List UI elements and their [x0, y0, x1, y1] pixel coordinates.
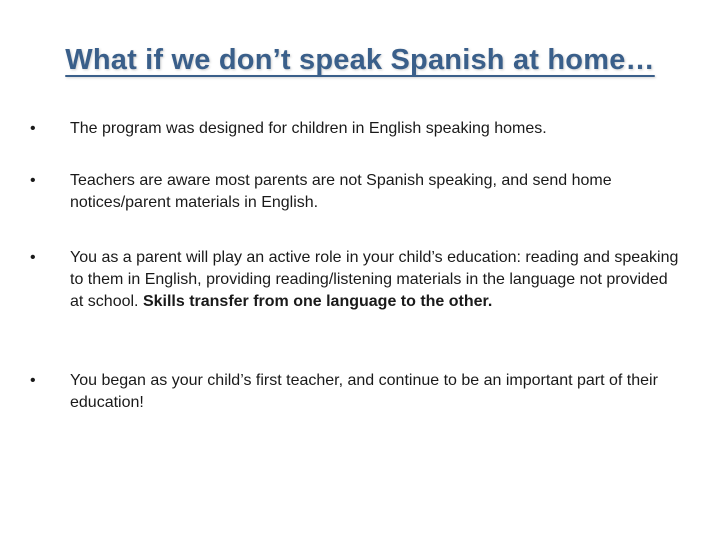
bullet-item-3: [30, 247, 680, 313]
slide-title: What if we don’t speak Spanish at home…: [65, 44, 655, 76]
bullet-text: You as a parent will play an active role in your child’s education: reading and speaking to them in English, providing reading/listening materials in the language not provided at school.: [70, 249, 679, 310]
bullet-item-1: [30, 118, 547, 140]
bullet-marker: •: [30, 372, 36, 389]
bullet-item-4: [30, 370, 680, 414]
bullet-item-2: [30, 170, 680, 214]
bullet-marker: •: [30, 249, 36, 266]
bullet-text: Teachers are aware most parents are not Spanish speaking, and send home notices/parent materials in English.: [70, 172, 612, 211]
bullet-text: You began as your child’s first teacher, and continue to be an important part of their education!: [70, 372, 658, 411]
bullet-marker: •: [30, 120, 36, 137]
bullet-bold-text: Skills transfer from one language to the other.: [142, 293, 493, 310]
bullet-marker: •: [30, 172, 36, 189]
bullet-text: The program was designed for children in English speaking homes.: [70, 120, 547, 137]
